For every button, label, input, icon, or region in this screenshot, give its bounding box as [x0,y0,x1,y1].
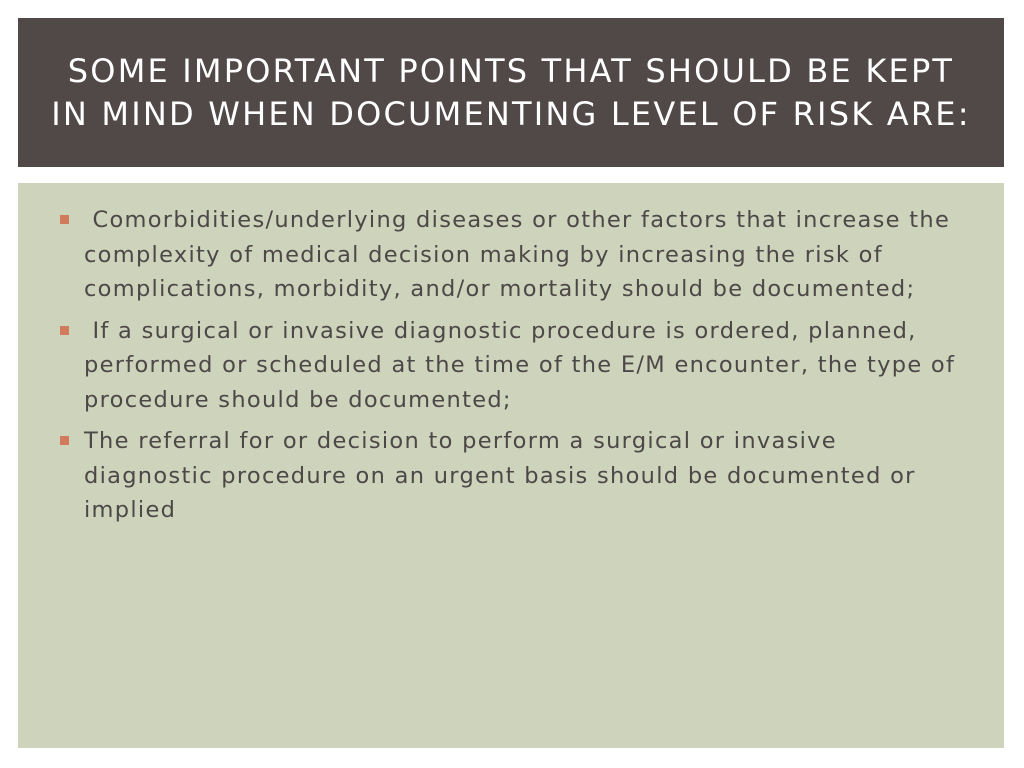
bullet-item [60,203,964,307]
square-bullet-icon [60,436,69,445]
bullet-text: The referral for or decision to perform a surgical or invasive diagnostic procedure on an urgent basis should be documented or implied [84,428,916,523]
title-bar [18,18,1004,167]
square-bullet-icon [60,215,69,224]
content-panel [18,183,1004,748]
bullet-item [60,314,964,418]
bullet-item [60,424,964,528]
bullet-list [60,203,964,528]
bullet-text: Comorbidities/underlying diseases or other factors that increase the complexity of medical decision making by increasing the risk of complications, morbidity, and/or mortality should be documented; [84,207,951,302]
bullet-text: If a surgical or invasive diagnostic procedure is ordered, planned, performed or scheduled at the time of the E/M encounter, the type of procedure should be documented; [84,317,956,413]
square-bullet-icon [60,326,69,335]
slide-title: SOME IMPORTANT POINTS THAT SHOULD BE KEPT IN MIND WHEN DOCUMENTING LEVEL OF RISK ARE: [51,51,971,133]
